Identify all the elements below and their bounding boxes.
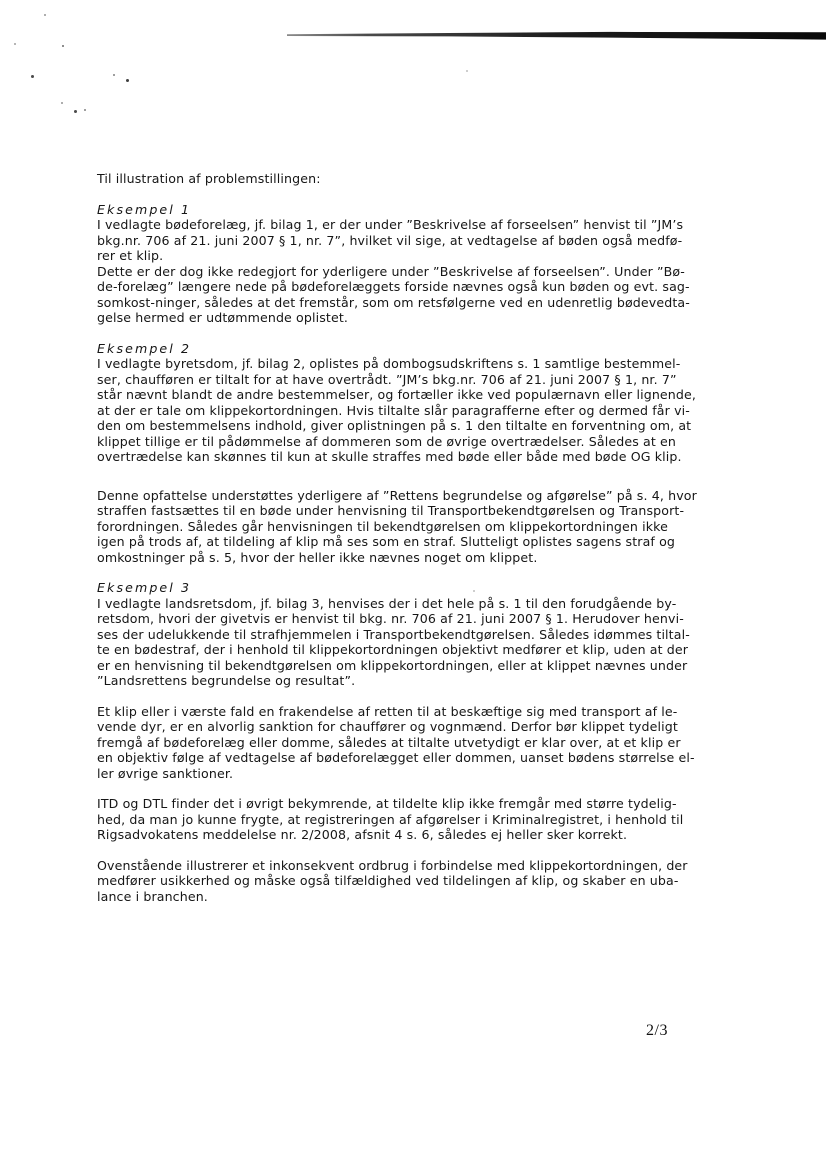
itd-dtl-paragraph-section [97, 796, 809, 843]
scan-speckle [113, 74, 115, 76]
scan-speckle [14, 43, 16, 45]
conclusion-paragraph: Ovenstående illustrerer et inkonsekvent ordbrug i forbindelse med klippekortordningen, der medfører usikkerhed og måske også tilfældighed ved tildelingen af klip, og skaber en uba- lance i branchen. [97, 857, 688, 904]
scan-speckle [74, 110, 77, 113]
example-2-paragraph: I vedlagte byretsdom, jf. bilag 2, oplistes på dombogsudskriftens s. 1 samtlige bestemmel- ser, chaufføren er tiltalt for at have overtrådt. ”JM’s bkg.nr. 706 af 21. juni 2007 § 1, nr. 7” står nævnt blandt de andre bestemmelser, og fortæller ikke ved populærnavn eller lignende, at der er tale om klippekortordningen. Hvis tiltalte slår paragrafferne efter og dermed får vi- den om bestemmelsens indhold, giver oplistningen på s. 1 den tiltalte en forventning om, at klippet tillige er til pådømmelse af dommeren som de øvrige overtrædelser. Således at en overtrædelse kan skønnes til kun at skulle straffes med bøde eller både med bøde OG klip. [97, 356, 696, 464]
example-3-heading: Eksempel 3 [97, 580, 192, 595]
scan-speckle [466, 70, 468, 72]
scan-speckle [62, 45, 64, 47]
scan-speckle [31, 75, 34, 78]
example-2-section [97, 341, 809, 465]
example-1-heading: Eksempel 1 [97, 201, 192, 217]
scan-speckle [61, 102, 63, 104]
example-1-section [97, 202, 809, 326]
page-number: 2/3 [646, 1022, 668, 1039]
conclusion-paragraph-section [97, 858, 809, 905]
example-2-heading: Eksempel 2 [97, 340, 192, 356]
scan-speckle [126, 79, 129, 82]
intro-line: Til illustration af problemstillingen: [97, 171, 321, 186]
example-3-section [97, 580, 809, 689]
itd-dtl-paragraph: ITD og DTL finder det i øvrigt bekymrende, at tildelte klip ikke fremgår med større tydelig- hed, da man jo kunne frygte, at registreringen af afgørelser i Kriminalregistret, i henhold til Rigsadvokatens meddelelse nr. 2/2008, afsnit 4 s. 6, således ej heller sker korrekt. [97, 796, 684, 842]
sanction-paragraph-section [97, 704, 809, 782]
document-body [97, 171, 809, 904]
scan-speckle [44, 14, 46, 16]
example-1-paragraph: I vedlagte bødeforelæg, jf. bilag 1, er der under ”Beskrivelse af forseelsen” henvist til ”JM’s bkg.nr. 706 af 21. juni 2007 § 1, nr. 7”, hvilket vil sige, at vedtagelse af bøden også medfø- rer et klip. Dette er der dog ikke redegjort for yderligere under ”Beskrivelse af forseelsen”. Under ”Bø- de-forelæg” længere nede på bødeforelæggets forside nævnes også kun bøden og evt. sag- somkost-ninger, således at det fremstår, som om retsfølgerne ved en udenretlig bødevedta- gelse hermed er udtømmende oplistet. [97, 217, 690, 325]
scan-divider-line [287, 31, 826, 40]
assessment-paragraph-section [97, 488, 809, 566]
sanction-paragraph: Et klip eller i værste fald en frakendelse af retten til at beskæftige sig med transport af le- vende dyr, er en alvorlig sanktion for chauffører og vognmænd. Derfor bør klippet tydeligt fremgå af bødeforelæg eller domme, således at tiltalte utvetydigt er klar over, at et klip er en objektiv følge af vedtagelse af bødeforelægget eller dommen, uanset bødens størrelse el- ler øvrige sanktioner. [97, 703, 695, 781]
scan-speckle [84, 109, 86, 111]
example-3-paragraph: I vedlagte landsretsdom, jf. bilag 3, henvises der i det hele på s. 1 til den forudgående by- retsdom, hvori der givetvis er henvist til bkg. nr. 706 af 21. juni 2007 § 1. Herudover henvi- ses der udelukkende til strafhjemmelen i Transportbekendtgørelsen. Således idømmes tiltal- te en bødestraf, der i henhold til klippekortordningen objektivt medfører et klip, uden at der er en henvisning til bekendtgørelsen om klippekortordningen, eller at klippet nævnes under ”Landsrettens begrundelse og resultat”. [97, 595, 690, 688]
assessment-paragraph: Denne opfattelse understøttes yderligere af ”Rettens begrundelse og afgørelse” på s. 4, hvor straffen fastsættes til en bøde under henvisning til Transportbekendtgørelsen og Transport- forordningen. Således går henvisningen til bekendtgørelsen om klippekortordningen ikke igen på trods af, at tildeling af klip må ses som en straf. Slutteligt oplistes sagens straf og omkostninger på s. 5, hvor der heller ikke nævnes noget om klippet. [97, 487, 697, 565]
